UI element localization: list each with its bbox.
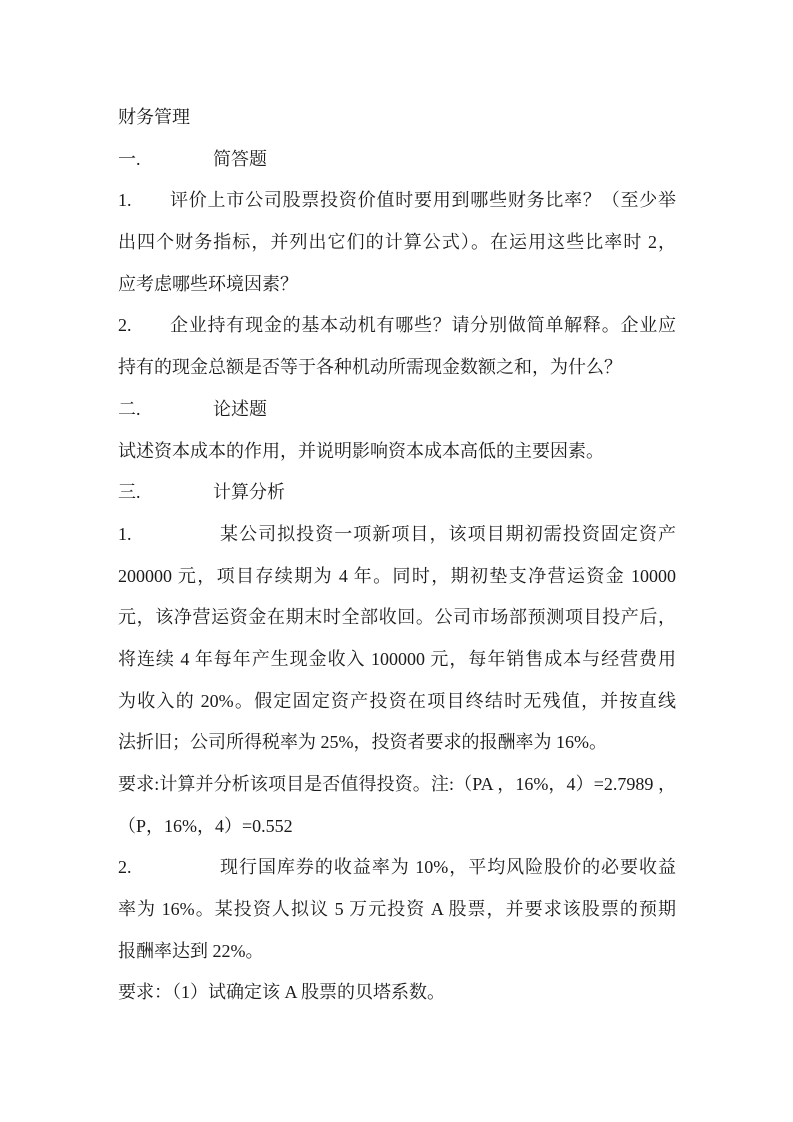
list-number: 一.: [118, 148, 141, 169]
list-number: 2.: [118, 857, 132, 878]
text-line: [118, 180, 676, 222]
text-line: [118, 764, 676, 806]
list-number: 1.: [118, 523, 132, 544]
text-line: [118, 389, 676, 431]
text-line: [118, 931, 676, 973]
line-text: 为收入的 20%。假定固定资产投资在项目终结时无残值，并按直线: [118, 690, 676, 711]
text-line: [118, 97, 676, 139]
text-line: [118, 222, 676, 264]
text-line: [118, 305, 676, 347]
text-line: [118, 556, 676, 598]
list-number: 2.: [118, 315, 132, 336]
line-text: 元，该净营运资金在期末时全部收回。公司市场部预测项目投产后，: [118, 607, 676, 628]
line-text: 率为 16%。某投资人拟议 5 万元投资 A 股票，并要求该股票的预期: [118, 899, 676, 920]
line-text: 出四个财务指标，并列出它们的计算公式）。在运用这些比率时 2，: [118, 232, 676, 253]
line-text: 法折旧；公司所得税率为 25%，投资者要求的报酬率为 16%。: [118, 732, 607, 753]
text-line: [118, 514, 676, 556]
line-text: 计算分析: [213, 482, 285, 503]
list-number: 1.: [118, 190, 132, 211]
line-text: （P，16%，4）=0.552: [118, 815, 293, 836]
text-line: [118, 639, 676, 681]
text-line: [118, 264, 676, 306]
text-line: [118, 972, 676, 1014]
text-line: [118, 347, 676, 389]
line-text: 现行国库券的收益率为 10%，平均风险股价的必要收益: [220, 857, 676, 878]
line-text: 财务管理: [118, 107, 190, 127]
line-text: 评价上市公司股票投资价值时要用到哪些财务比率？（至少举: [170, 190, 676, 211]
line-text: 要求:计算并分析该项目是否值得投资。注:（PA ，16%，4）=2.7989 ，: [118, 774, 676, 794]
line-text: 试述资本成本的作用，并说明影响资本成本高低的主要因素。: [118, 440, 604, 461]
line-text: 持有的现金总额是否等于各种机动所需现金数额之和，为什么？: [118, 357, 622, 378]
line-text: 企业持有现金的基本动机有哪些？请分别做简单解释。企业应: [170, 315, 676, 336]
line-text: 某公司拟投资一项新项目，该项目期初需投资固定资产: [220, 523, 676, 544]
list-number: 二.: [118, 398, 141, 419]
line-text: 应考虑哪些环境因素？: [118, 273, 298, 294]
line-text: 将连续 4 年每年产生现金收入 100000 元，每年销售成本与经营费用: [118, 648, 676, 669]
line-text: 200000 元，项目存续期为 4 年。同时，期初垫支净营运资金 10000: [118, 565, 676, 586]
document-body: [118, 97, 676, 1014]
line-text: 报酬率达到 22%。: [118, 940, 264, 961]
text-line: [118, 472, 676, 514]
text-line: [118, 847, 676, 889]
line-text: 简答题: [213, 148, 267, 169]
text-line: [118, 722, 676, 764]
text-line: [118, 597, 676, 639]
text-line: [118, 431, 676, 473]
line-text: 要求：（1）试确定该 A 股票的贝塔系数。: [118, 982, 446, 1003]
text-line: [118, 806, 676, 848]
text-line: [118, 889, 676, 931]
list-number: 三.: [118, 482, 141, 503]
text-line: [118, 139, 676, 181]
line-text: 论述题: [213, 398, 267, 419]
text-line: [118, 681, 676, 723]
